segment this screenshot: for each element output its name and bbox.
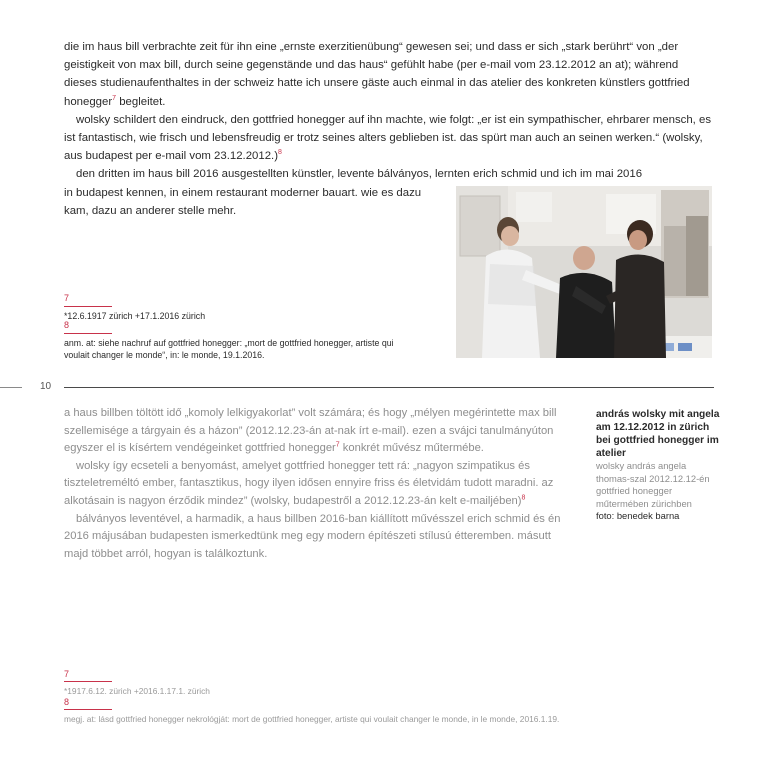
footnote-number: 8 (64, 320, 70, 330)
page-number: 10 (40, 381, 52, 392)
footnote-8-upper (64, 319, 394, 362)
caption-german: andrás wolsky mit angela am 12.12.2012 in zürich bei gottfried honegger im atelier (596, 409, 720, 459)
paragraph-1 (64, 38, 714, 111)
footnote-rule (64, 709, 112, 710)
footnote-rule (64, 333, 112, 334)
paragraph-2 (64, 111, 714, 166)
footnote-7-lower (64, 668, 584, 697)
hu-footnote-ref-8[interactable]: 8 (521, 494, 526, 502)
footnote-rule (64, 306, 112, 307)
footnote-number: 7 (64, 293, 70, 303)
hu-paragraph-1-text: a haus billben töltött idő „komoly lelkigyakorlat” volt számára; és hogy „mélyen megérintette max bill szellemisége a tárgyain és a házon” (2012.12.23-án at-nak írt e-mail). ezen a svájci tanulmányúton egyszer el is kísértem vendégeinket gottfried honegger (64, 407, 557, 455)
paragraph-1-end: begleitet. (116, 95, 166, 108)
hu-paragraph-1 (64, 405, 574, 458)
hu-paragraph-1-end: konkrét művész műtermébe. (339, 442, 484, 455)
hu-footnote-ref-7[interactable]: 7 (335, 441, 340, 449)
photo-illustration (456, 186, 712, 358)
paragraph-1-text: die im haus bill verbrachte zeit für ihn eine „ernste exerzitienübung“ gewesen sei; und dass er sich „stark berührt“ von „der geistigkeit von max bill, durch seine gegenstände und das haus“ gefühlt habe (per e-mail vom 23.12.2012 an at); während dieses studienaufenthaltes in der schweiz hatte ich unsere gäste auch einmal in das atelier des konkreten künstlers gottfried honegger (64, 41, 690, 108)
margin-tick (0, 387, 22, 388)
footnote-text: *1917.6.12. zürich +2016.1.17.1. zürich (64, 686, 210, 696)
footnote-rule (64, 681, 112, 682)
footnote-text: megj. at: lásd gottfried honegger nekrológját: mort de gottfried honegger, artiste qui voulait changer le monde, in le monde, 2016.1.19. (64, 714, 560, 724)
atelier-photo (456, 186, 712, 358)
language-divider (64, 387, 714, 388)
hu-paragraph-2 (64, 458, 574, 511)
paragraph-2-text: wolsky schildert den eindruck, den gottfried honegger auf ihn machte, wie folgt: „er ist ein sympathischer, ehrbarer mensch, es ist fantastisch, wie frisch und lebensfreudig er trotz seines alters geblieben ist. das spürt man auch an seinen werken.“ (wolsky, aus budapest per e-mail vom 23.12.2012.) (64, 113, 712, 163)
hungarian-body-text (64, 405, 574, 563)
footnote-text: anm. at: siehe nachruf auf gottfried honegger: „mort de gottfried honegger, artiste qui voulait changer le monde“, in: le monde, 19.1.2016. (64, 337, 394, 360)
photo-caption (596, 408, 721, 523)
footnote-ref-7[interactable]: 7 (112, 94, 117, 102)
caption-hungarian: wolsky andrás angela thomas-szal 2012.12.12-én gottfried honegger műtermében zürichben (596, 460, 710, 509)
paragraph-3a: den dritten im haus bill 2016 ausgestellten künstler, levente bálványos, lernten erich schmid und ich im mai 2016 (76, 168, 643, 181)
footnote-8-lower (64, 696, 584, 725)
footnote-number: 7 (64, 669, 70, 679)
hu-paragraph-2-text: wolsky így ecseteli a benyomást, amelyet gottfried honegger tett rá: „nagyon szimpatikus és tiszteletreméltó ember, fantasztikus, hogy ilyen idősen ennyire friss és életvidám tudott maradni. az alkotásain is nagyon érződik mindez” (wolsky, budapestről a 2012.12.23-án kelt e-mailjében) (64, 459, 554, 507)
footnote-text: *12.6.1917 zürich +17.1.2016 zürich (64, 310, 206, 321)
hu-paragraph-3: bálványos leventével, a harmadik, a haus billben 2016-ban kiállított művésszel erich schmid és én 2016 májusában budapesten ismerkedtünk meg egy modern építészeti stílusú étteremben. másutt majd többet arról, hogyan is találkoztunk. (64, 512, 561, 560)
photo-credit: foto: benedek barna (596, 510, 680, 522)
footnote-7-upper (64, 292, 384, 322)
footnote-number: 8 (64, 697, 70, 707)
paragraph-3b: in budapest kennen, in einem restaurant moderner bauart. wie es dazu kam, dazu an anderer stelle mehr. (64, 186, 422, 217)
footnote-ref-8[interactable]: 8 (278, 149, 282, 157)
